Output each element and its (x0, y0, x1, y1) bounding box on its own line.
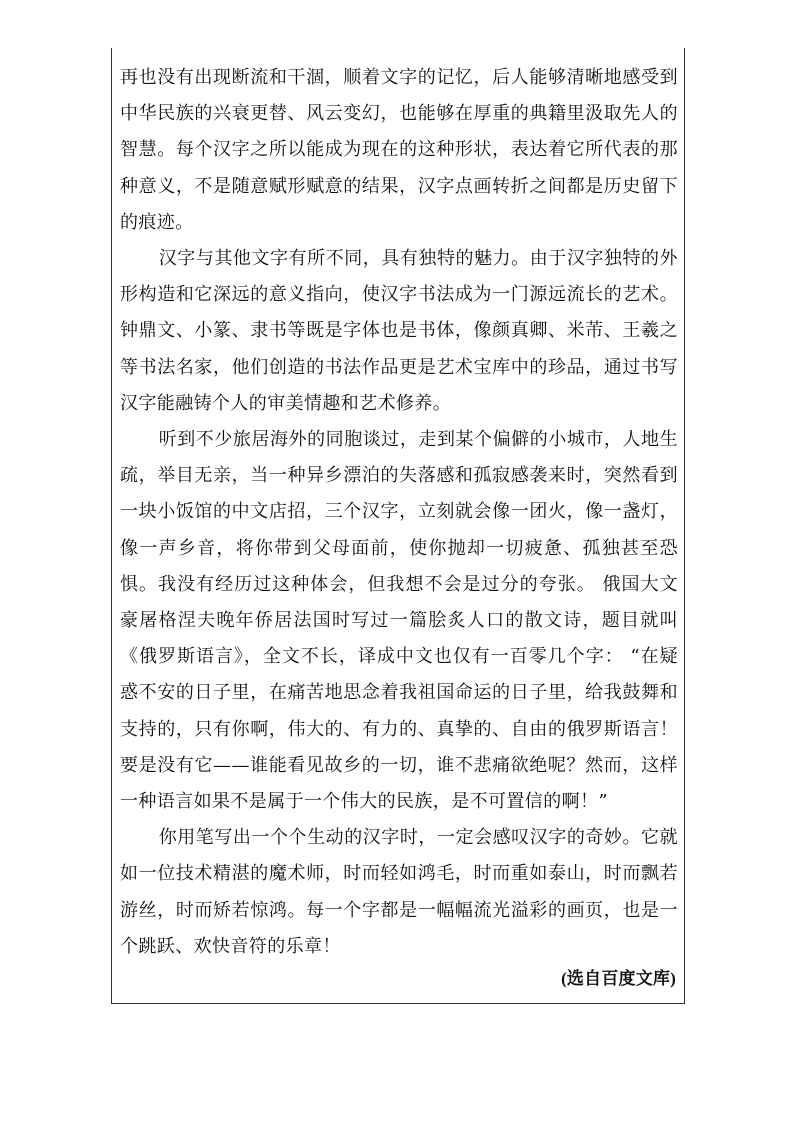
paragraph-2: 汉字与其他文字有所不同，具有独特的魅力。由于汉字独特的外形构造和它深远的意义指向，使汉字书法成为一门源远流长的艺术。钟鼎文、小篆、隶书等既是字体也是书体，像颜真卿、米芾、王羲之等书法名家，他们创造的书法作品更是艺术宝库中的珍品，通过书写汉字能融铸个人的审美情趣和艺术修养。 (120, 248, 678, 414)
paragraph-4: 你用笔写出一个个生动的汉字时，一定会感叹汉字的奇妙。它就如一位技术精湛的魔术师，时而轻如鸿毛，时而重如泰山，时而飘若游丝，时而矫若惊鸿。每一个字都是一幅幅流光溢彩的画页，也是一个跳跃、欢快音符的乐章！ (120, 827, 678, 957)
paragraph-3: 听到不少旅居海外的同胞谈过，走到某个偏僻的小城市，人地生疏，举目无亲，当一种异乡漂泊的失落感和孤寂感袭来时，突然看到一块小饭馆的中文店招，三个汉字，立刻就会像一团火，像一盏灯，像一声乡音，将你带到父母面前，使你抛却一切疲惫、孤独甚至恐惧。我没有经历过这种体会，但我想不会是过分的夸张。 俄国大文豪屠格涅夫晚年侨居法国时写过一篇脍炙人口的散文诗，题目就叫《俄罗斯语言》，全文不长，译成中文也仅有一百零几个字： “在疑惑不安的日子里，在痛苦地思念着我祖国命运的日子里，给我鼓舞和支持的，只有你啊，伟大的、有力的、真挚的、自由的俄罗斯语言！要是没有它——谁能看见故乡的一切，谁不悲痛欲绝呢？然而，这样一种语言如果不是属于一个伟大的民族，是不可置信的啊！” (120, 429, 678, 813)
paragraph-1: 再也没有出现断流和干涸，顺着文字的记忆，后人能够清晰地感受到中华民族的兴衰更替、风云变幻，也能够在厚重的典籍里汲取先人的智慧。每个汉字之所以能成为现在的这种形状，表达着它所代表的那种意义，不是随意赋形赋意的结果，汉字点画转折之间都是历史留下的痕迹。 (120, 67, 678, 233)
document-frame (111, 48, 685, 1004)
source-citation: (选自百度文库) (561, 969, 676, 988)
document-body (120, 60, 678, 965)
